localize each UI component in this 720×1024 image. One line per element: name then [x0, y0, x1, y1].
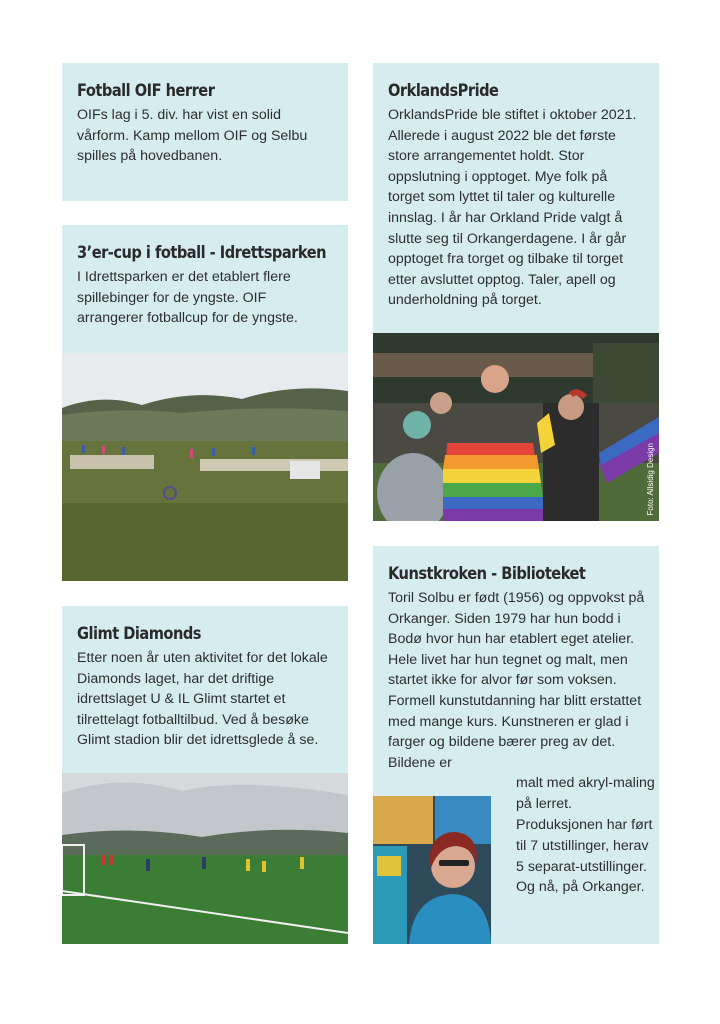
article-body-side: malt med akryl-maling på lerret. Produksjonen har ført til 7 utstillinger, herav 5 separat-utstillinger. Og nå, på Orkanger.: [516, 775, 655, 896]
article-body: I Idrettsparken er det etablert flere spillebinger for de yngste. OIF arrangerer fotballcup for de yngste.: [77, 269, 298, 327]
article-title: 3’er-cup i fotball - Idrettsparken: [77, 243, 327, 263]
photo-idrettsparken: [62, 353, 348, 581]
photo-pride-parade: [373, 333, 659, 521]
article-title: OrklandsPride: [388, 81, 499, 101]
article-body: OIFs lag i 5. div. har vist en solid vårform. Kamp mellom OIF og Selbu spilles på hovedbanen.: [77, 107, 308, 165]
photo-glimt-stadion: [62, 773, 348, 944]
article-orklandspride: [373, 63, 659, 333]
article-title: Fotball OIF herrer: [77, 81, 215, 101]
article-title: Kunstkroken - Biblioteket: [388, 564, 586, 584]
photo-toril-solbu: [373, 796, 491, 944]
article-glimt-diamonds: [62, 606, 348, 773]
article-body-top: Toril Solbu er født (1956) og oppvokst på Orkanger. Siden 1979 har hun bodd i Bodø hvor hun har etablert eget atelier. Hele livet har hun tegnet og malt, men startet ikke for alvor før som voksen. Formell kunstutdanning har blitt erstattet med mange kurs. Kunstneren er glad i farger og bildene bærer preg av det. Bildene er: [388, 590, 645, 771]
article-fotball-oif: [62, 63, 348, 201]
article-3er-cup: [62, 225, 348, 353]
article-title: Glimt Diamonds: [77, 624, 201, 644]
photo-credit: Foto: Allsidig Design: [646, 442, 655, 515]
article-body: Etter noen år uten aktivitet for det lokale Diamonds laget, har det driftige idrettslaget U & IL Glimt startet et tilrettelagt fotballtilbud. Ved å besøke Glimt stadion blir det idrettsglede å se.: [77, 650, 328, 749]
article-body: OrklandsPride ble stiftet i oktober 2021. Allerede i august 2022 ble det første store arrangementet holdt. Stor oppslutning i opptoget. Mye folk på torget som lyttet til taler og kulturelle innslag. I år har Orkland Pride valgt å slutte seg til Orkangerdagene. I år går opptoget fra torget og tilbake til torget etter avsluttet opptog. Taler, apell og underholdning på torget.: [388, 107, 637, 309]
